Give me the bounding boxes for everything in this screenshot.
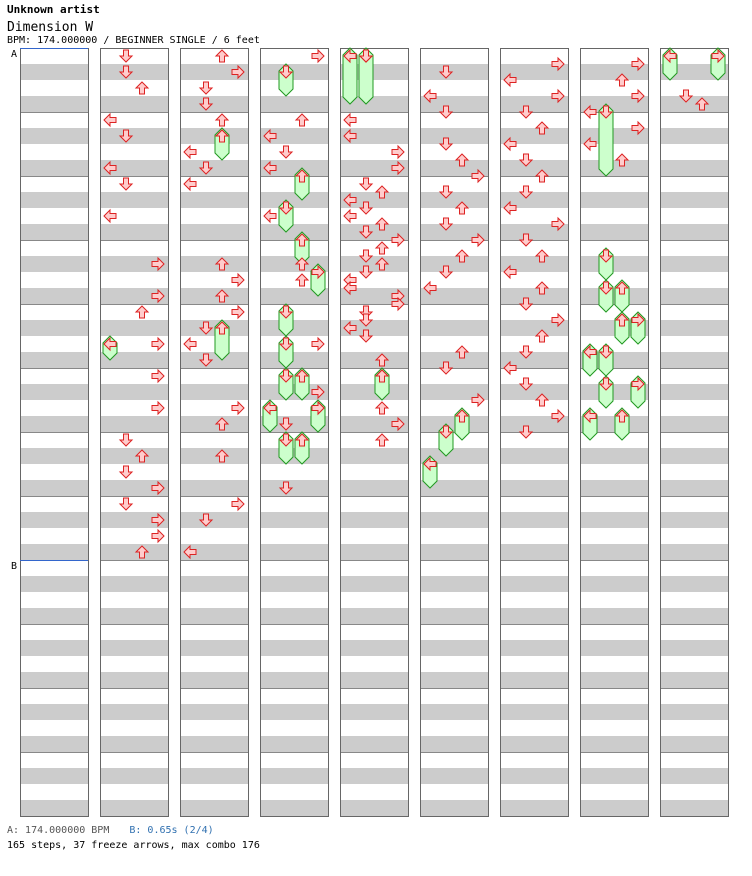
- beat-stripe: [20, 288, 88, 304]
- beat-stripe: [100, 192, 168, 208]
- beat-stripe: [580, 576, 648, 592]
- stop-value: B: 0.65s (2/4): [129, 825, 214, 836]
- marker-b: B: [11, 561, 18, 572]
- right-arrow-icon: [392, 146, 404, 158]
- beat-stripe: [660, 704, 728, 720]
- beat-stripe: [260, 800, 328, 816]
- beat-stripe: [340, 672, 408, 688]
- beat-stripe: [20, 544, 88, 560]
- beat-stripe: [420, 800, 488, 816]
- beat-stripe: [420, 544, 488, 560]
- beat-stripe: [500, 736, 568, 752]
- beat-stripe: [340, 256, 408, 272]
- beat-stripe: [660, 384, 728, 400]
- beat-stripe: [660, 512, 728, 528]
- right-arrow-icon: [152, 530, 164, 542]
- beat-stripe: [420, 352, 488, 368]
- right-arrow-icon: [312, 50, 324, 62]
- beat-stripe: [20, 96, 88, 112]
- beat-stripe: [420, 128, 488, 144]
- beat-stripe: [20, 192, 88, 208]
- down-arrow-icon: [120, 498, 132, 510]
- bpm-value: A: 174.000000 BPM: [7, 825, 110, 836]
- beat-stripe: [580, 480, 648, 496]
- stats-footer: 165 steps, 37 freeze arrows, max combo 176: [7, 840, 260, 851]
- down-arrow-icon: [120, 434, 132, 446]
- beat-stripe: [20, 384, 88, 400]
- beat-stripe: [420, 576, 488, 592]
- right-arrow-icon: [232, 498, 244, 510]
- beat-stripe: [660, 96, 728, 112]
- beat-stripe: [580, 640, 648, 656]
- beat-stripe: [100, 224, 168, 240]
- beat-stripe: [260, 480, 328, 496]
- left-arrow-icon: [344, 210, 356, 222]
- beat-stripe: [660, 320, 728, 336]
- down-arrow-icon: [120, 466, 132, 478]
- beat-stripe: [660, 256, 728, 272]
- up-arrow-icon: [216, 50, 228, 62]
- beat-stripe: [100, 736, 168, 752]
- beat-stripe: [420, 64, 488, 80]
- up-arrow-icon: [216, 114, 228, 126]
- beat-stripe: [180, 576, 248, 592]
- beat-stripe: [100, 672, 168, 688]
- beat-stripe: [340, 768, 408, 784]
- beat-stripe: [260, 544, 328, 560]
- beat-stripe: [20, 320, 88, 336]
- down-arrow-icon: [360, 178, 372, 190]
- beat-stripe: [420, 768, 488, 784]
- beat-stripe: [20, 128, 88, 144]
- beat-stripe: [180, 128, 248, 144]
- beat-stripe: [100, 416, 168, 432]
- beat-stripe: [20, 640, 88, 656]
- beat-stripe: [100, 704, 168, 720]
- beat-stripe: [180, 768, 248, 784]
- down-arrow-icon: [280, 146, 292, 158]
- chart-column: [20, 49, 89, 817]
- up-arrow-icon: [136, 82, 148, 94]
- beat-stripe: [260, 640, 328, 656]
- beat-stripe: [580, 224, 648, 240]
- beat-stripe: [660, 128, 728, 144]
- up-arrow-icon: [376, 242, 388, 254]
- beat-stripe: [420, 512, 488, 528]
- chart-info: BPM: 174.000000 / BEGINNER SINGLE / 6 feet: [7, 35, 260, 46]
- beat-stripe: [260, 768, 328, 784]
- beat-stripe: [20, 736, 88, 752]
- beat-stripe: [100, 768, 168, 784]
- beat-stripe: [660, 608, 728, 624]
- beat-stripe: [100, 576, 168, 592]
- left-arrow-icon: [104, 114, 116, 126]
- left-arrow-icon: [184, 178, 196, 190]
- beat-stripe: [180, 160, 248, 176]
- beat-stripe: [500, 704, 568, 720]
- marker-a: A: [11, 49, 18, 60]
- chart-column: [500, 49, 569, 817]
- beat-stripe: [580, 256, 648, 272]
- beat-stripe: [660, 160, 728, 176]
- beat-stripe: [260, 448, 328, 464]
- beat-stripe: [20, 352, 88, 368]
- beat-stripe: [500, 800, 568, 816]
- bpm-footer: [7, 825, 214, 836]
- beat-stripe: [580, 704, 648, 720]
- beat-stripe: [180, 256, 248, 272]
- chart-column: [660, 49, 729, 817]
- beat-stripe: [180, 704, 248, 720]
- beat-stripe: [260, 192, 328, 208]
- down-arrow-icon: [120, 178, 132, 190]
- beat-stripe: [420, 672, 488, 688]
- right-arrow-icon: [232, 306, 244, 318]
- beat-stripe: [260, 704, 328, 720]
- beat-stripe: [100, 64, 168, 80]
- right-arrow-icon: [152, 338, 164, 350]
- up-arrow-icon: [376, 402, 388, 414]
- beat-stripe: [180, 384, 248, 400]
- beat-stripe: [580, 192, 648, 208]
- beat-stripe: [260, 320, 328, 336]
- up-arrow-icon: [296, 114, 308, 126]
- beat-stripe: [20, 416, 88, 432]
- right-arrow-icon: [312, 338, 324, 350]
- beat-stripe: [420, 320, 488, 336]
- beat-stripe: [340, 576, 408, 592]
- beat-stripe: [180, 288, 248, 304]
- right-arrow-icon: [152, 370, 164, 382]
- beat-stripe: [660, 192, 728, 208]
- beat-stripe: [340, 800, 408, 816]
- beat-stripe: [500, 768, 568, 784]
- beat-stripe: [500, 576, 568, 592]
- beat-stripe: [180, 320, 248, 336]
- beat-stripe: [260, 64, 328, 80]
- beat-stripe: [660, 544, 728, 560]
- beat-stripe: [340, 640, 408, 656]
- beat-stripe: [20, 480, 88, 496]
- beat-stripe: [180, 736, 248, 752]
- beat-stripe: [340, 736, 408, 752]
- down-arrow-icon: [200, 82, 212, 94]
- beat-stripe: [20, 256, 88, 272]
- beat-stripe: [340, 544, 408, 560]
- beat-stripe: [260, 736, 328, 752]
- beat-stripe: [660, 800, 728, 816]
- beat-stripe: [180, 672, 248, 688]
- beat-stripe: [20, 64, 88, 80]
- left-arrow-icon: [184, 146, 196, 158]
- beat-stripe: [260, 512, 328, 528]
- beat-stripe: [500, 384, 568, 400]
- artist-name: Unknown artist: [7, 3, 100, 16]
- left-arrow-icon: [184, 338, 196, 350]
- up-arrow-icon: [296, 274, 308, 286]
- beat-stripe: [580, 608, 648, 624]
- beat-stripe: [180, 224, 248, 240]
- beat-stripe: [660, 224, 728, 240]
- beat-stripe: [580, 736, 648, 752]
- up-arrow-icon: [376, 434, 388, 446]
- beat-stripe: [500, 544, 568, 560]
- beat-stripe: [340, 384, 408, 400]
- beat-stripe: [660, 672, 728, 688]
- beat-stripe: [500, 448, 568, 464]
- beat-stripe: [260, 352, 328, 368]
- beat-stripe: [180, 416, 248, 432]
- chart-column: [180, 49, 249, 817]
- beat-stripe: [580, 160, 648, 176]
- beat-stripe: [20, 576, 88, 592]
- beat-stripe: [660, 448, 728, 464]
- chart-column: [420, 49, 489, 817]
- left-arrow-icon: [344, 114, 356, 126]
- beat-stripe: [260, 224, 328, 240]
- down-arrow-icon: [120, 50, 132, 62]
- beat-stripe: [100, 640, 168, 656]
- beat-stripe: [660, 736, 728, 752]
- beat-stripe: [20, 704, 88, 720]
- beat-stripe: [500, 640, 568, 656]
- beat-stripe: [420, 608, 488, 624]
- beat-stripe: [580, 768, 648, 784]
- beat-stripe: [180, 480, 248, 496]
- beat-stripe: [260, 608, 328, 624]
- beat-stripe: [180, 512, 248, 528]
- beat-stripe: [180, 352, 248, 368]
- left-arrow-icon: [264, 210, 276, 222]
- beat-stripe: [500, 672, 568, 688]
- beat-stripe: [100, 608, 168, 624]
- beat-stripe: [340, 608, 408, 624]
- beat-stripe: [580, 800, 648, 816]
- beat-stripe: [340, 352, 408, 368]
- beat-stripe: [580, 544, 648, 560]
- beat-stripe: [260, 576, 328, 592]
- beat-stripe: [660, 288, 728, 304]
- beat-stripe: [500, 288, 568, 304]
- beat-stripe: [580, 448, 648, 464]
- beat-stripe: [500, 512, 568, 528]
- beat-stripe: [420, 416, 488, 432]
- beat-stripe: [340, 448, 408, 464]
- beat-stripe: [100, 128, 168, 144]
- up-arrow-icon: [136, 306, 148, 318]
- beat-stripe: [580, 672, 648, 688]
- beat-stripe: [420, 192, 488, 208]
- beat-stripe: [20, 160, 88, 176]
- beat-stripe: [180, 800, 248, 816]
- beat-stripe: [20, 672, 88, 688]
- beat-stripe: [420, 704, 488, 720]
- beat-stripe: [660, 576, 728, 592]
- beat-stripe: [100, 544, 168, 560]
- beat-stripe: [100, 96, 168, 112]
- left-arrow-icon: [104, 210, 116, 222]
- beat-stripe: [20, 512, 88, 528]
- beat-stripe: [20, 800, 88, 816]
- beat-stripe: [180, 608, 248, 624]
- beat-stripe: [180, 192, 248, 208]
- song-title: Dimension W: [7, 20, 94, 35]
- right-arrow-icon: [232, 402, 244, 414]
- beat-stripe: [500, 480, 568, 496]
- beat-stripe: [100, 800, 168, 816]
- beat-stripe: [180, 448, 248, 464]
- beat-stripe: [660, 640, 728, 656]
- beat-stripe: [180, 640, 248, 656]
- beat-stripe: [100, 384, 168, 400]
- right-arrow-icon: [152, 402, 164, 414]
- beat-stripe: [660, 768, 728, 784]
- beat-stripe: [580, 288, 648, 304]
- right-arrow-icon: [232, 274, 244, 286]
- beat-stripe: [420, 640, 488, 656]
- beat-stripe: [420, 736, 488, 752]
- beat-stripe: [660, 416, 728, 432]
- beat-stripe: [580, 512, 648, 528]
- beat-stripe: [500, 608, 568, 624]
- beat-stripe: [340, 704, 408, 720]
- beat-stripe: [180, 96, 248, 112]
- beat-stripe: [260, 96, 328, 112]
- beat-stripe: [20, 768, 88, 784]
- beat-stripe: [500, 160, 568, 176]
- beat-stripe: [20, 608, 88, 624]
- beat-stripe: [100, 448, 168, 464]
- beat-stripe: [420, 256, 488, 272]
- beat-stripe: [660, 480, 728, 496]
- beat-stripe: [100, 320, 168, 336]
- beat-stripe: [260, 672, 328, 688]
- beat-stripe: [20, 448, 88, 464]
- beat-stripe: [20, 224, 88, 240]
- beat-stripe: [340, 512, 408, 528]
- beat-stripe: [660, 352, 728, 368]
- beat-stripe: [340, 480, 408, 496]
